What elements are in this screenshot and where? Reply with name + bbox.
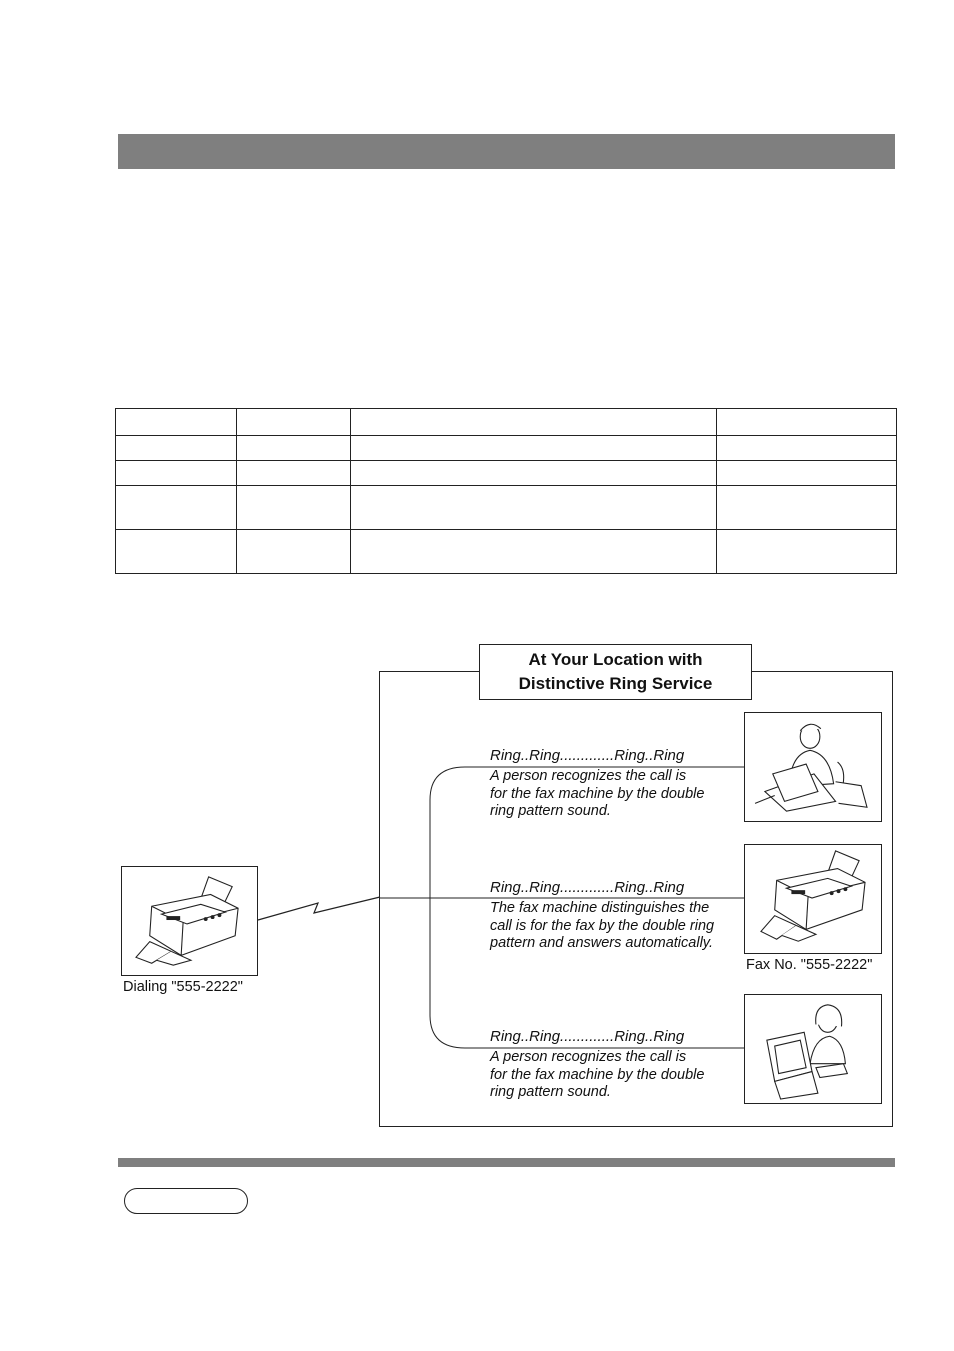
- branch-description-3: A person recognizes the call is for the fax machine by the double ring pattern sound.: [490, 1049, 705, 1100]
- phone-line-zigzag: [258, 897, 380, 920]
- ring-pattern-2: Ring..Ring.............Ring..Ring: [490, 879, 685, 896]
- person-laptop-picture: [744, 712, 882, 822]
- branch-description-1: A person recognizes the call is for the fax machine by the double ring pattern sound.: [490, 768, 705, 819]
- fax-machine-icon: [745, 845, 881, 953]
- person-at-computer-icon: [745, 995, 881, 1103]
- note-label-pill: [124, 1188, 248, 1214]
- caller-caption: Dialing "555-2222": [123, 979, 243, 995]
- receiving-fax-machine-picture: [744, 844, 882, 954]
- ring-pattern-3: Ring..Ring.............Ring..Ring: [490, 1028, 685, 1045]
- fax-number-caption: Fax No. "555-2222": [746, 957, 873, 973]
- person-computer-picture: [744, 994, 882, 1104]
- location-title-box: [479, 644, 752, 700]
- ring-pattern-1: Ring..Ring.............Ring..Ring: [490, 747, 685, 764]
- branch-description-2: The fax machine distinguishes the call is for the fax by the double ring pattern and answers automatically.: [490, 900, 715, 951]
- fax-machine-icon: [122, 867, 257, 975]
- branch-bracket: [430, 767, 486, 1048]
- location-title-line1: At Your Location with: [528, 650, 703, 669]
- section-footer-bar: [118, 1158, 895, 1167]
- location-title-line2: Distinctive Ring Service: [518, 674, 713, 693]
- caller-fax-machine-picture: [121, 866, 258, 976]
- person-at-laptop-icon: [745, 713, 881, 821]
